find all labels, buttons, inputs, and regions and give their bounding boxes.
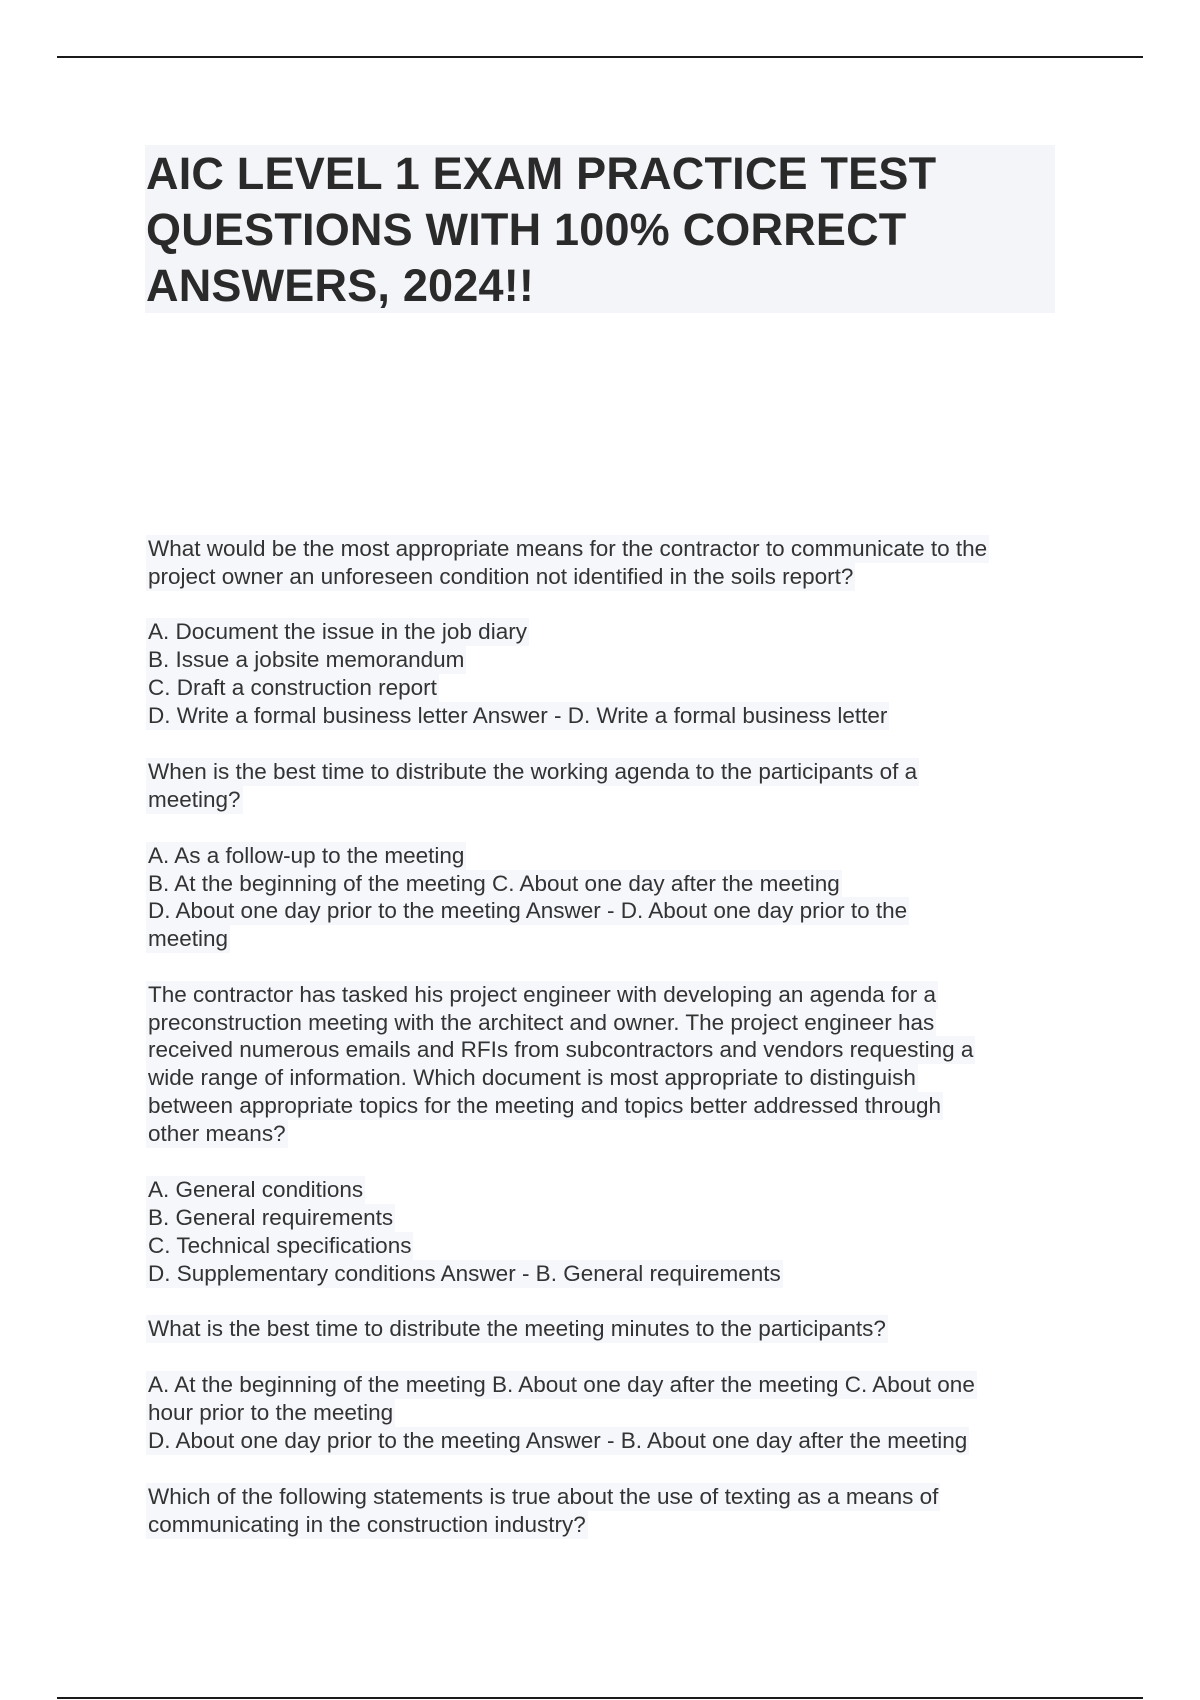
title-line-3: ANSWERS, 2024!! (146, 260, 535, 311)
q3-text-line-4: wide range of information. Which document is most appropriate to distinguish (148, 1065, 916, 1090)
q4-text-line-1: What is the best time to distribute the meeting minutes to the participants? (148, 1316, 886, 1341)
q4-option-d-answer: D. About one day prior to the meeting Answer - B. About one day after the meeting (148, 1428, 968, 1453)
top-rule (57, 56, 1143, 58)
q3-option-c: C. Technical specifications (148, 1233, 412, 1258)
title-line-1: AIC LEVEL 1 EXAM PRACTICE TEST (146, 148, 937, 199)
q3-option-d-answer: D. Supplementary conditions Answer - B. General requirements (148, 1261, 781, 1286)
q4-option-a-b-c: A. At the beginning of the meeting B. About one day after the meeting C. About one (148, 1372, 975, 1397)
q5-text-line-2: communicating in the construction industry? (148, 1512, 586, 1537)
q2-option-d-answer: D. About one day prior to the meeting Answer - D. About one day prior to the (148, 898, 908, 923)
bottom-rule (57, 1697, 1143, 1699)
q1-option-a: A. Document the issue in the job diary (148, 619, 527, 644)
q3-text-line-2: preconstruction meeting with the architect and owner. The project engineer has (148, 1010, 935, 1035)
q3-option-a: A. General conditions (148, 1177, 364, 1202)
q2-answer-continued: meeting (148, 926, 229, 951)
q2-option-a: A. As a follow-up to the meeting (148, 843, 465, 868)
document-title (146, 146, 1046, 314)
q1-text-line-1: What would be the most appropriate means for the contractor to communicate to the (148, 536, 988, 561)
q3-text-line-3: received numerous emails and RFIs from subcontractors and vendors requesting a (148, 1037, 974, 1062)
q4-option-c-continued: hour prior to the meeting (148, 1400, 394, 1425)
q3-option-b: B. General requirements (148, 1205, 394, 1230)
q3-text-line-5: between appropriate topics for the meeting and topics better addressed through (148, 1093, 942, 1118)
q1-option-c: C. Draft a construction report (148, 675, 437, 700)
q2-text-line-2: meeting? (148, 787, 241, 812)
q1-option-d-answer: D. Write a formal business letter Answer - D. Write a formal business letter (148, 703, 888, 728)
q2-option-b-c: B. At the beginning of the meeting C. About one day after the meeting (148, 871, 840, 896)
q3-text-line-1: The contractor has tasked his project engineer with developing an agenda for a (148, 982, 936, 1007)
q2-text-line-1: When is the best time to distribute the working agenda to the participants of a (148, 759, 918, 784)
q5-text-line-1: Which of the following statements is true about the use of texting as a means of (148, 1484, 939, 1509)
q1-text-line-2: project owner an unforeseen condition not identified in the soils report? (148, 564, 854, 589)
q1-option-b: B. Issue a jobsite memorandum (148, 647, 465, 672)
title-line-2: QUESTIONS WITH 100% CORRECT (146, 204, 907, 255)
q3-text-line-6: other means? (148, 1121, 286, 1146)
